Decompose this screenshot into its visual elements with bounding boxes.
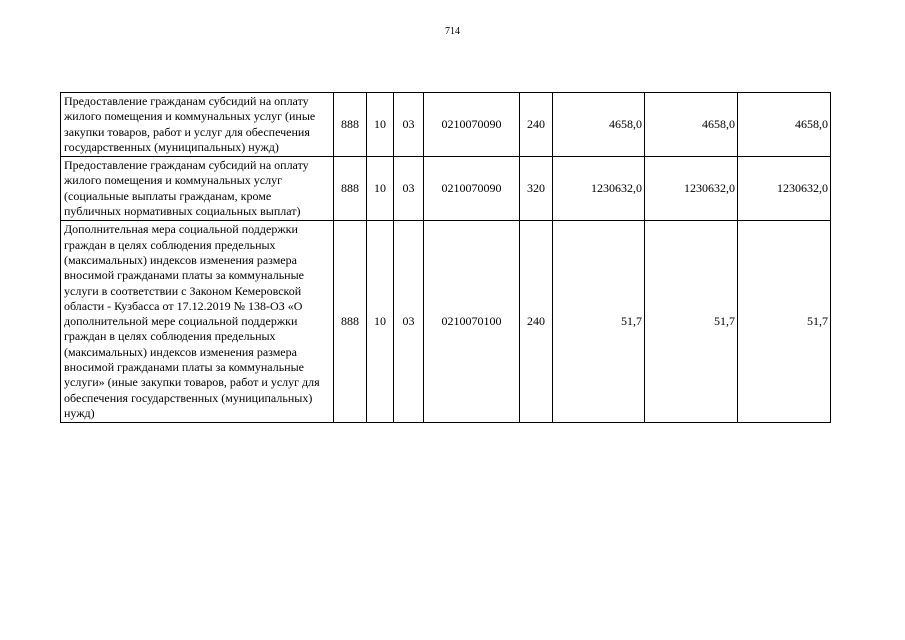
amount-3: 51,7 [738, 221, 831, 423]
row-description: Дополнительная мера социальной поддержки граждан в целях соблюдения предельных (максимальных) индексов изменения размера вносимой гражданами платы за коммунальные услуги в соответствии с Законом Кемеровской области - Кузбасса от 17.12.2019 № 138-ОЗ «О дополнительной мере социальной поддержки граждан в целях соблюдения предельных (максимальных) индексов изменения размера вносимой гражданами платы за коммунальные услуги» (иные закупки товаров, работ и услуг для обеспечения государственных (муниципальных) нужд) [61, 221, 334, 423]
subsection-code: 03 [394, 157, 424, 221]
amount-2: 4658,0 [645, 93, 738, 157]
page-number: 714 [445, 26, 460, 37]
table-row [61, 221, 831, 423]
amount-1: 1230632,0 [553, 157, 645, 221]
amount-2: 1230632,0 [645, 157, 738, 221]
subsection-code: 03 [394, 221, 424, 423]
table-row [61, 157, 831, 221]
row-description: Предоставление гражданам субсидий на оплату жилого помещения и коммунальных услуг (иные закупки товаров, работ и услуг для обеспечения государственных (муниципальных) нужд) [61, 93, 334, 157]
amount-2: 51,7 [645, 221, 738, 423]
section-code: 10 [367, 93, 394, 157]
amount-1: 51,7 [553, 221, 645, 423]
target-article-code: 0210070100 [424, 221, 520, 423]
ministry-code: 888 [334, 221, 367, 423]
table-row [61, 93, 831, 157]
section-code: 10 [367, 221, 394, 423]
row-description: Предоставление гражданам субсидий на оплату жилого помещения и коммунальных услуг (социальные выплаты гражданам, кроме публичных нормативных социальных выплат) [61, 157, 334, 221]
amount-3: 4658,0 [738, 93, 831, 157]
section-code: 10 [367, 157, 394, 221]
expense-type-code: 240 [520, 221, 553, 423]
amount-1: 4658,0 [553, 93, 645, 157]
subsection-code: 03 [394, 93, 424, 157]
ministry-code: 888 [334, 157, 367, 221]
target-article-code: 0210070090 [424, 157, 520, 221]
expense-type-code: 240 [520, 93, 553, 157]
ministry-code: 888 [334, 93, 367, 157]
budget-table [60, 92, 831, 423]
expense-type-code: 320 [520, 157, 553, 221]
target-article-code: 0210070090 [424, 93, 520, 157]
amount-3: 1230632,0 [738, 157, 831, 221]
